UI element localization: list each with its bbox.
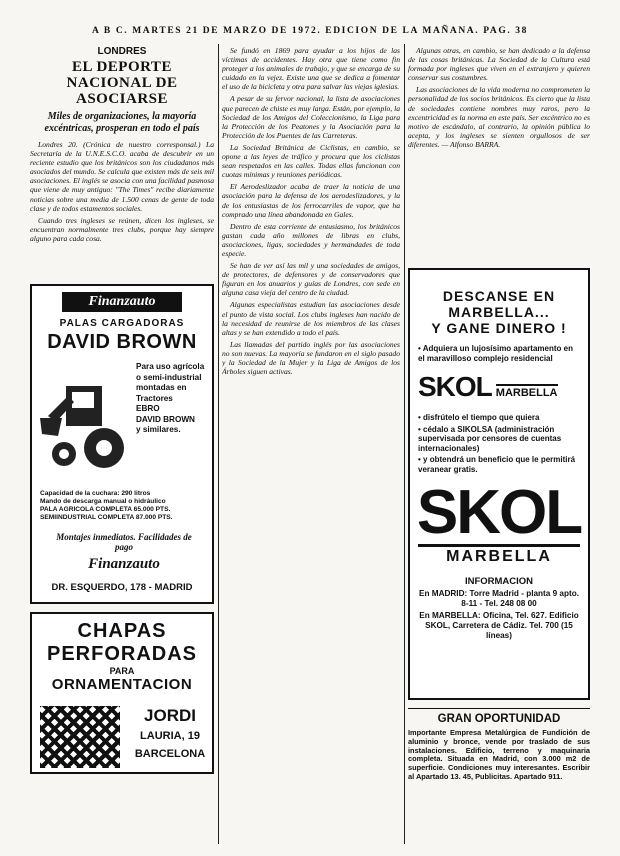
paragraph: Londres 20. (Crónica de nuestro corresponsal.) La Secretaría de la U.N.E.S.C.O. acaba de descubrir en un reciente estudio que los británicos son los ciudadanos más asociados del mundo. Se calcula que existen más de seis mil asociaciones. El inglés se asocia con una facilidad pasmosa que viene de muy antiguo: "The Times" recibe diariamente noticias sobre una media de 1.500 cenas de gente de toda clase y de todos estamentos sociales.	[30, 140, 214, 213]
article-deck: Miles de organizaciones, la mayoría excéntricas, prosperan en todo el país	[44, 111, 200, 134]
right-column-article	[408, 46, 590, 260]
ad-specs	[40, 490, 208, 522]
paragraph: Cuando tres ingleses se reúnen, dicen los ingleses, se encuentran normalmente tres clubs, porque hay siempre alguno para cada cosa.	[30, 215, 214, 243]
jordi-ad	[30, 612, 214, 774]
skol-big-logo-sub: MARBELLA	[418, 544, 580, 566]
ad-line: PERFORADAS	[46, 643, 197, 665]
info-marbella: En MARBELLA: Oficina, Tel. 627. Edificio SKOL, Carretera de Cádiz. Tel. 700 (15 líneas)	[419, 611, 579, 640]
bullet-icon: •	[418, 344, 423, 353]
skol-big-logo: SKOL	[416, 478, 582, 547]
ad-finance: Montajes inmediatos. Facilidades de pago	[56, 532, 192, 552]
perforated-sheet-image	[40, 706, 120, 768]
info-title: INFORMACION	[464, 576, 534, 587]
spec-line: Capacidad de la cuchara: 290 litros	[40, 490, 151, 497]
skol-ad	[408, 268, 590, 700]
spec-line: PALA AGRICOLA COMPLETA 65.000 PTS.	[40, 506, 171, 513]
skol-bullet	[418, 344, 580, 363]
tractor-line: montadas en	[136, 383, 187, 392]
ad-city: BARCELONA	[134, 748, 206, 760]
paragraph: El Aerodeslizador acaba de traer la noticia de una asociación para la defensa de los aerodeslizadores, y la de los entusiastas de los ferrocarriles de vapor, que ha comprado una línea abandonada en Gales.	[222, 182, 400, 219]
skol-headline: MARBELLA...	[448, 304, 550, 320]
classified-title: GRAN OPORTUNIDAD	[437, 713, 561, 725]
bullet-icon: •	[418, 413, 424, 422]
skol-logo-sub: MARBELLA	[496, 384, 558, 399]
info-madrid: En MADRID: Torre Madrid - planta 9 apto. 8-11 - Tel. 248 08 00	[419, 589, 579, 608]
paragraph: Se han de ver así las mil y una sociedades de amigos, de protectores, de defensores y de conservadores que figuran en los anuarios y guías de Londres, con sede en alguna casa vieja del centro de la ciudad.	[222, 261, 400, 298]
bullet-icon: •	[418, 424, 424, 434]
bullet-text: y obtendrá un beneficio que le permitirá veranear gratis.	[418, 455, 576, 474]
ad-line: PARA	[109, 666, 135, 676]
paragraph: Se fundó en 1869 para ayudar a los hijos de las víctimas de accidentes. Hay otra que tiene como fin proteger a los animales de trabajo, y que se encarga de su cuidado en la vejez. Existe una que se dedica a fomentar el uso de la bicicleta y otra para salvar las viejas iglesias.	[222, 46, 400, 92]
ad-line: CHAPAS	[77, 620, 167, 642]
skol-bullet	[418, 455, 580, 474]
ad-line: ORNAMENTACION	[51, 676, 193, 693]
paragraph: Las asociaciones de la vida moderna no comprometen la personalidad de los socios británicos. Es cierto que la lista de sociedades contiene nombres muy raros, pero la excentricidad es la norma en este país. Ser excéntrico no es motivo de escándalo, al contrario, la opinión pública lo acepta, y los ingleses se sienten orgullosos de ser diferentes. — Alfonso BARRA.	[408, 85, 590, 149]
skol-headline: DESCANSE EN	[442, 288, 556, 304]
spec-line: Mando de descarga manual o hidráulico	[40, 498, 166, 505]
tractor-line: o semi-industrial	[136, 372, 202, 382]
finanzauto-ad	[30, 284, 214, 604]
ad-subtitle: PALAS CARGADORAS	[59, 318, 185, 329]
paragraph: La Sociedad Británica de Ciclistas, en cambio, se opone a las leyes de tráfico y procura que los ciclistas sean respetados en las calles. Todas ellas funcionan con cuotas mínimas y reuniones periódicas.	[222, 142, 400, 180]
column-divider	[404, 44, 405, 844]
masthead: A B C. MARTES 21 DE MARZO DE 1972. EDICION DE LA MAÑANA. PAG. 38	[92, 26, 528, 36]
finanzauto-logo: Finanzauto	[62, 292, 182, 312]
paragraph: Algunas otras, en cambio, se han dedicado a la defensa de las cosas británicas. La Sociedad de la Cultura está formada por ingleses que viven en el extranjero y quieren conservar sus costumbres.	[408, 46, 590, 83]
tractor-description	[136, 362, 210, 436]
tractor-icon	[38, 356, 134, 476]
paragraph: Algunas especialistas estudian las asociaciones desde el punto de vista social. Los clubs ingleses han nacido de la necesidad de reunirse de los miembros de las clases altas y se han extendido a todo el país.	[222, 300, 400, 337]
paragraph: Las llamadas del partido inglés por las asociaciones no son nuevas. La mayoría se fundaron en el siglo pasado y la Sociedad de la Mujer y la Liga de Amigos de los Árboles siguen activas.	[222, 339, 400, 377]
skol-small-logo	[418, 371, 580, 403]
skol-headline: Y GANE DINERO !	[431, 320, 567, 336]
tractor-line: DAVID BROWN	[136, 414, 195, 424]
left-column	[30, 46, 214, 310]
ad-street: LAURIA, 19	[140, 730, 200, 742]
spec-line: SEMIINDUSTRIAL COMPLETA 87.000 PTS.	[40, 514, 173, 521]
skol-bullet	[418, 413, 580, 423]
ad-address: DR. ESQUERDO, 178 - MADRID	[51, 582, 193, 593]
bullet-text: Adquiera un lujosísimo apartamento en el maravilloso complejo residencial	[418, 344, 573, 363]
dateline: LONDRES	[97, 46, 147, 57]
tractor-line: Para uso agrícola	[136, 362, 205, 371]
ad-brand: JORDI	[144, 706, 196, 725]
tractor-line: Tractores	[136, 393, 173, 403]
bullet-icon: •	[418, 455, 424, 464]
skol-bullet	[418, 425, 580, 454]
column-divider	[218, 44, 219, 844]
tractor-line: y similares.	[136, 425, 181, 434]
finanzauto-footer-logo: Finanzauto	[88, 556, 160, 572]
bullet-text: cédalo a SIKOLSA (administración supervisada por censores de cuentas internacionales)	[418, 424, 562, 453]
paragraph: A pesar de su fervor nacional, la lista de asociaciones que parecen de chiste es muy larga. Están, por ejemplo, la Sociedad de los Amigos del Coleccionismo, la Liga para la Protección de los Peatones y la Asociación para la Protección de los Puentes de las Carreteras.	[222, 94, 400, 140]
article-headline: EL DEPORTE NACIONAL DE ASOCIARSE	[66, 59, 178, 107]
middle-column	[222, 46, 400, 836]
skol-logo-text: SKOL	[418, 371, 492, 402]
ad-product: DAVID BROWN	[47, 331, 197, 353]
tractor-line: EBRO	[136, 404, 160, 413]
bullet-text: disfrútelo el tiempo que quiera	[423, 413, 540, 422]
paragraph: Dentro de esta corriente de entusiasmo, los británicos gastan cada año millones de libras en clubs, asociaciones, ligas, sociedades y hermandades de toda especie.	[222, 221, 400, 258]
classified-body: Importante Empresa Metalúrgica de Fundición de aluminio y bronce, vende por traslado de sus instalaciones. Edificio, terreno y maquinaria completa. Situada en Madrid, con 3.000 m2 de superficie. Condiciones muy interesantes. Escribir al Apartado 13. 45, Publicitas. Apartado 911.	[408, 728, 590, 781]
classified-ad	[408, 708, 590, 782]
